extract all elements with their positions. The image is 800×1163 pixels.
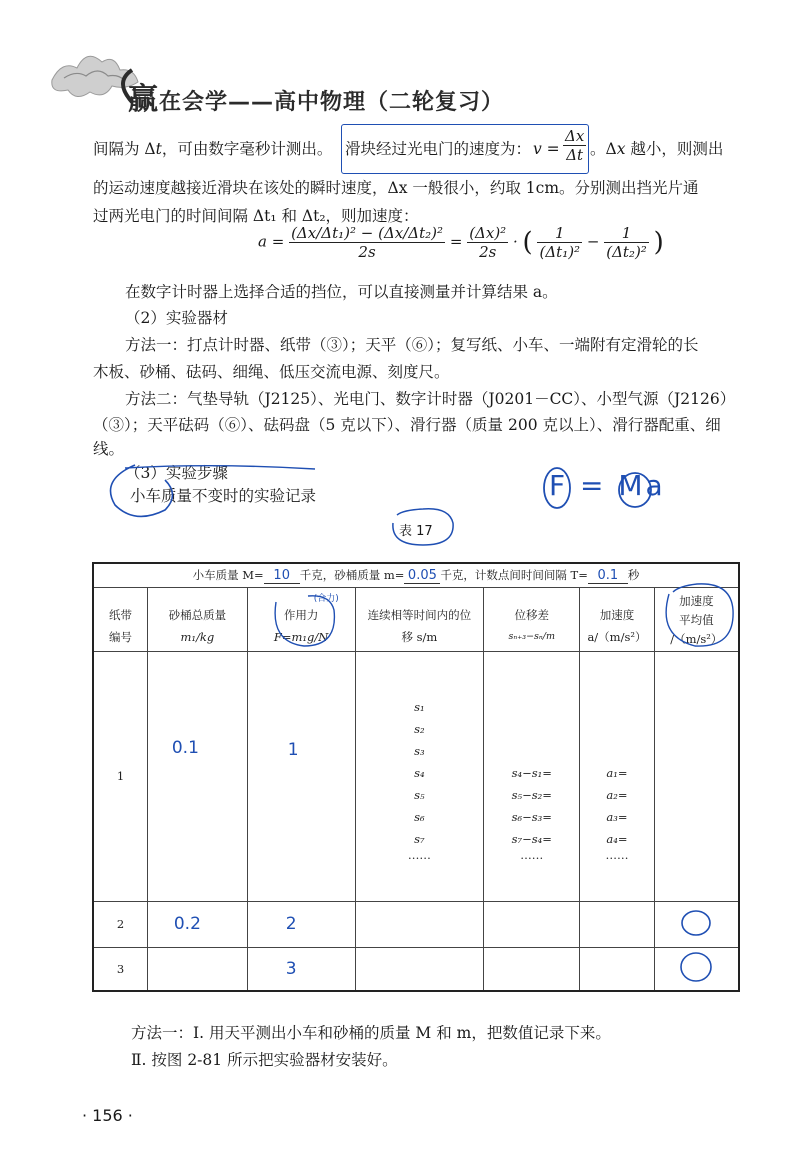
row-1-bucket-mass [148,651,248,901]
row-2-diff [484,901,580,947]
text: 移 s/m [401,629,438,644]
text: 秒 [627,567,640,582]
diff-item: …… [520,847,544,862]
acceleration-formula: a = $\frac{\text{(Δx/Δt₁)² − (Δx/Δt₂)²}}{2s}$ = $\frac{\text{(Δx)²}}{2s}$ · ( $\frac{1}{\text{(Δt₁)²}}$ − $\frac{1}{\text{(Δt₂)²}}$ ) [258,224,664,261]
text: = [449,232,463,251]
paragraph-line-6: 方法一：打点计时器、纸带（③）；天平（⑥）；复写纸、小车、一端附有定滑轮的长 [125,336,699,354]
handwritten-value: 0.2 [173,914,201,934]
row-2-average [654,901,739,947]
row-1-accels [580,651,654,901]
text: ，可由数字毫秒计测出。 [161,140,333,158]
acc-item: a₂= [606,787,628,802]
text: 连续相等时间内的位 [367,607,472,622]
row-2-acc [580,901,654,947]
text: 纸带 [109,607,133,622]
s-item: s₁ [414,699,425,714]
acc-item: a₃= [606,809,628,824]
text: 作用力 [283,607,319,622]
s-item: s₂ [414,721,425,736]
row-1-average [654,651,739,901]
text: 千克，计数点间时间间隔 T= [440,567,588,582]
table-top-row [93,563,739,587]
text: 。Δ [590,140,617,158]
text: F=m₁g/N [273,629,329,644]
paragraph-line-10: 线。 [93,440,125,458]
force-oval [268,592,340,650]
fraction-numerator: 1 [537,224,582,243]
handwritten-T-value: 0.1 [588,568,628,584]
fraction-numerator: Δx [565,127,585,145]
row-3-force [247,947,355,991]
paragraph-line-8: 方法二：气垫导轨（J2125）、光电门、数字计时器（J0201－CC）、小型气源（J2126） [125,390,736,408]
text: /（m/s²） [670,631,723,646]
method-step-2: Ⅱ. 按图 2-81 所示把实验器材安装好。 [131,1051,398,1069]
paragraph-line-1 [93,138,332,160]
text: m₁/kg [180,629,215,644]
paragraph-line-9: （③）；天平砝码（⑥）、砝码盘（5 克以下）、滑行器（质量 200 克以上）、滑行器配重、细 [93,416,721,434]
fraction-denominator: 2s [479,243,497,261]
text: t [155,140,162,158]
row-2-no: 2 [93,901,148,947]
header-title-char: 赢 [128,82,159,117]
paragraph-line-2: 的运动速度越接近滑块在该处的瞬时速度，Δx 一般很小，约取 1cm。分别测出挡光片通 [93,179,699,197]
handwritten-value: 3 [285,958,297,979]
header-bucket-mass [148,587,248,651]
s-item: s₇ [414,831,425,846]
handwritten-M-value: 10 [264,568,300,584]
table-caption: 表 17 [399,524,433,539]
velocity-fraction [563,127,586,164]
diff-item: s₇−s₄= [511,831,552,846]
handwritten-f-equals-ma: F = Ma [549,469,666,502]
row-3-bucket-mass [148,947,248,991]
header-acceleration [580,587,654,651]
header-displacement-diff [484,587,580,651]
average-oval [657,580,737,654]
handwritten-value: 0.1 [171,738,199,758]
text: 千克，砂桶质量 m= [299,567,405,582]
text: 编号 [109,629,133,644]
header-tape-no [93,587,148,651]
s-item: s₃ [414,743,425,758]
diff-item: s₄−s₁= [511,765,552,780]
text: 加速度 [679,593,714,608]
header-title-rest: 在会学——高中物理（二轮复习） [159,90,505,115]
handwritten-circle [678,950,714,984]
header-title [128,74,504,118]
text: 越小，则测出 [625,140,724,158]
handwritten-oval [95,455,345,525]
text: 加速度 [599,607,635,622]
acc-item: a₁= [606,765,628,780]
page-number: · 156 · [82,1106,133,1125]
fraction-numerator: (Δx)² [469,224,507,242]
row-1-no: 1 [93,651,148,901]
row-1-diffs [484,651,580,901]
text: 小车质量 M= [192,567,264,582]
header-acceleration-average [654,587,739,651]
diff-item: s₆−s₃= [511,809,552,824]
acc-item: a₄= [606,831,628,846]
text: − [586,232,600,251]
acc-item: …… [605,847,629,862]
paragraph-line-1-end [590,138,723,160]
text: a = [258,232,285,251]
handwritten-circle [679,908,713,938]
row-1-force [247,651,355,901]
text: 间隔为 Δ [93,140,156,158]
record-subtitle: 小车质量不变时的实验记录 [130,487,317,505]
header-displacement [355,587,484,651]
fraction-denominator: (Δt₂)² [606,243,647,261]
row-3-acc [580,947,654,991]
s-item: s₄ [414,765,425,780]
row-2-force [247,901,355,947]
text: 砂桶总质量 [168,607,227,622]
diff-item: s₅−s₂= [511,787,552,802]
handwritten-note: (合力) [313,593,339,604]
row-3-displacement [355,947,484,991]
row-3-no: 3 [93,947,148,991]
text: a/（m/s²） [587,629,647,644]
row-2-bucket-mass [148,901,248,947]
fraction-denominator: (Δt₁)² [539,243,581,261]
text: · [512,232,518,251]
fraction-numerator: (Δx/Δt₁)² − (Δx/Δt₂)² [291,224,444,242]
s-item: s₆ [414,809,425,824]
handwritten-m-value: 0.05 [404,568,440,584]
row-2-displacement [355,901,484,947]
handwritten-value: 1 [287,740,299,760]
velocity-symbol: v = [533,140,560,158]
paragraph-line-3: 过两光电门的时间间隔 Δt₁ 和 Δt₂，则加速度： [93,207,419,225]
text: 位移差 [514,607,549,622]
boxed-text: 滑块经过光电门的速度为： [345,140,532,158]
s-item: s₅ [414,787,425,802]
fraction-numerator: 1 [604,224,649,243]
header-force [247,587,355,651]
fraction-denominator: Δt [566,146,584,164]
row-3-average [654,947,739,991]
text: x [616,140,626,158]
row-1-displacements [355,651,484,901]
text: sₙ₊₃−sₙ/m [508,630,555,642]
s-item: …… [407,847,431,862]
paragraph-line-4: 在数字计时器上选择合适的挡位，可以直接测量并计算结果 a。 [125,283,558,301]
experiment-table [92,562,740,992]
paragraph-line-7: 木板、砂桶、砝码、细绳、低压交流电源、刻度尺。 [93,363,450,381]
handwritten-value: 2 [285,914,297,934]
section-heading-steps: （3）实验步骤 [125,464,228,482]
fraction-denominator: 2s [358,243,376,261]
row-3-diff [484,947,580,991]
text: 平均值 [679,612,714,627]
method-step-1: 方法一：Ⅰ. 用天平测出小车和砂桶的质量 M 和 m，把数值记录下来。 [131,1024,611,1042]
section-heading-equipment: （2）实验器材 [125,309,228,327]
